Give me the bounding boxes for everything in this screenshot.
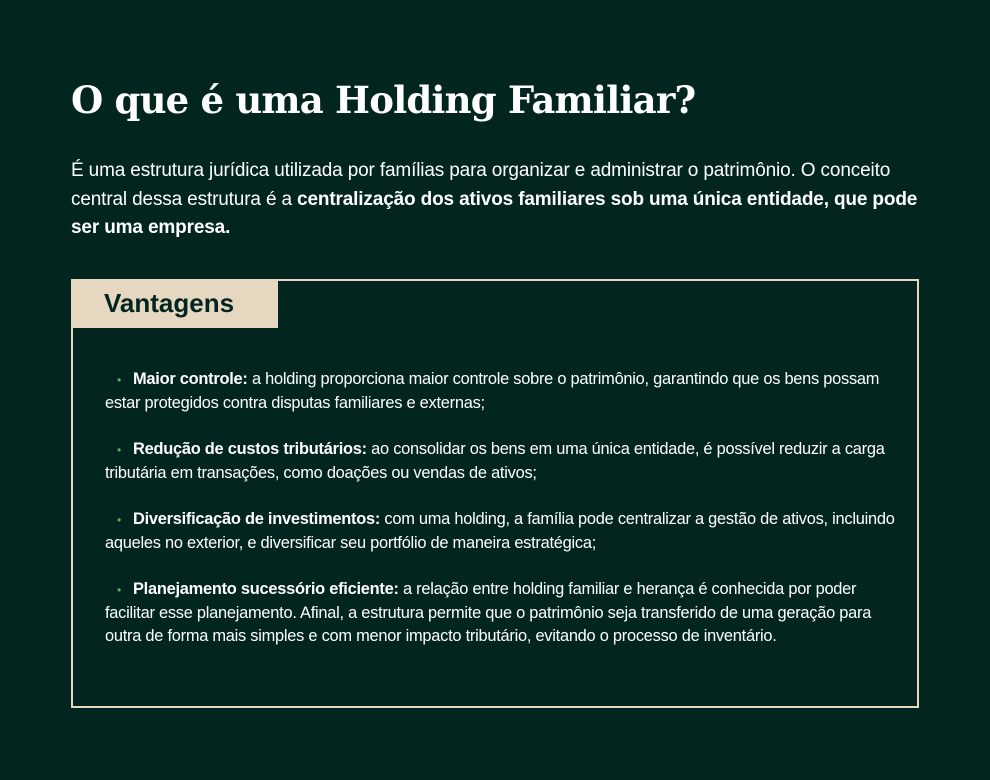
list-item [105, 368, 895, 415]
advantages-card [71, 279, 919, 708]
page-title: O que é uma Holding Familiar? [71, 78, 696, 122]
item-term: Maior controle: [133, 370, 248, 388]
bullet-icon: • [117, 583, 121, 597]
list-item [105, 438, 895, 485]
bullet-icon: • [117, 513, 121, 527]
item-description: a relação entre holding familiar e herança é conhecida por poder facilitar esse planejamento. Afinal, a estrutura permite que o patrimônio seja transferido de uma geração para outra de forma mais simples e com menor impacto tributário, evitando o processo de inventário. [105, 580, 872, 645]
intro-text: É uma estrutura jurídica utilizada por famílias para organizar e administrar o patrimônio. O conceito central dessa estrutura é a [71, 160, 891, 210]
intro-highlight: centralização dos ativos familiares sob uma única entidade, que pode ser uma empresa. [71, 188, 918, 238]
list-item [105, 508, 895, 555]
item-term: Planejamento sucessório eficiente: [133, 580, 399, 598]
advantages-list [105, 368, 895, 648]
bullet-icon: • [117, 443, 121, 457]
advantages-heading: Vantagens [73, 281, 278, 328]
item-description: com uma holding, a família pode centralizar a gestão de ativos, incluindo aqueles no exterior, e diversificar seu portfólio de maneira estratégica; [105, 510, 895, 552]
bullet-icon: • [117, 373, 121, 387]
list-item [105, 578, 895, 648]
intro-paragraph [71, 157, 919, 243]
item-description: ao consolidar os bens em uma única entidade, é possível reduzir a carga tributária em transações, como doações ou vendas de ativos; [105, 440, 885, 482]
item-term: Redução de custos tributários: [133, 440, 367, 458]
item-term: Diversificação de investimentos: [133, 510, 381, 528]
item-description: a holding proporciona maior controle sobre o patrimônio, garantindo que os bens possam estar protegidos contra disputas familiares e externas; [105, 370, 880, 412]
